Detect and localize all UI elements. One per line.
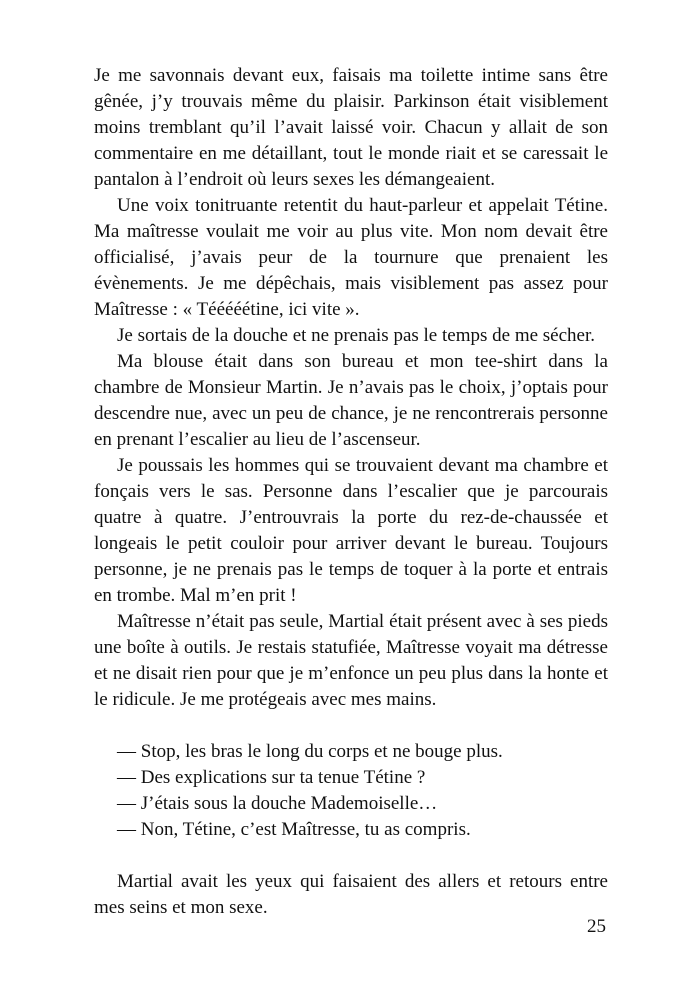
paragraph-6: Maîtresse n’était pas seule, Martial était présent avec à ses pieds une boîte à outils. Je restais statufiée, Maîtresse voyait ma détresse et ne disait rien pour que je m’enfonce un peu plus dans la honte et le ridicule. Je me protégeais avec mes mains. — [94, 611, 608, 710]
closing-paragraph: Martial avait les yeux qui faisaient des allers et retours entre mes seins et mon sexe. — [94, 871, 608, 918]
dialogue-line-1: — Stop, les bras le long du corps et ne bouge plus. — [117, 741, 503, 762]
page-body — [94, 63, 608, 921]
paragraph-2: Une voix tonitruante retentit du haut-parleur et appelait Tétine. Ma maîtresse voulait me voir au plus vite. Mon nom devait être officialisé, j’avais peur de la tournure que prenaient les évènements. Je me dépêchais, mais visiblement pas assez pour Maîtresse : « Tééééétine, ici vite ». — [94, 195, 608, 320]
paragraph-1: Je me savonnais devant eux, faisais ma toilette intime sans être gênée, j’y trouvais même du plaisir. Parkinson était visiblement moins tremblant qu’il l’avait laissé voir. Chacun y allait de son commentaire en me détaillant, tout le monde riait et se caressait le pantalon à l’endroit où leurs sexes les démangeaient. — [94, 65, 608, 190]
paragraph-3: Je sortais de la douche et ne prenais pas le temps de me sécher. — [117, 325, 595, 346]
paragraph-4: Ma blouse était dans son bureau et mon tee-shirt dans la chambre de Monsieur Martin. Je n’avais pas le choix, j’optais pour descendre nue, avec un peu de chance, je ne rencontrerais personne en prenant l’escalier au lieu de l’ascenseur. — [94, 351, 608, 450]
dialogue-line-3: — J’étais sous la douche Mademoiselle… — [117, 793, 438, 814]
dialogue-block — [94, 739, 608, 843]
page-number: 25 — [587, 916, 606, 937]
dialogue-line-2: — Des explications sur ta tenue Tétine ? — [117, 767, 426, 788]
dialogue-line-4: — Non, Tétine, c’est Maîtresse, tu as compris. — [117, 819, 471, 840]
paragraph-5: Je poussais les hommes qui se trouvaient devant ma chambre et fonçais vers le sas. Personne dans l’escalier que je parcourais quatre à quatre. J’entrouvrais la porte du rez-de-chaussée et longeais le petit couloir pour arriver devant le bureau. Toujours personne, je ne prenais pas le temps de toquer à la porte et entrais en trombe. Mal m’en prit ! — [94, 455, 608, 606]
